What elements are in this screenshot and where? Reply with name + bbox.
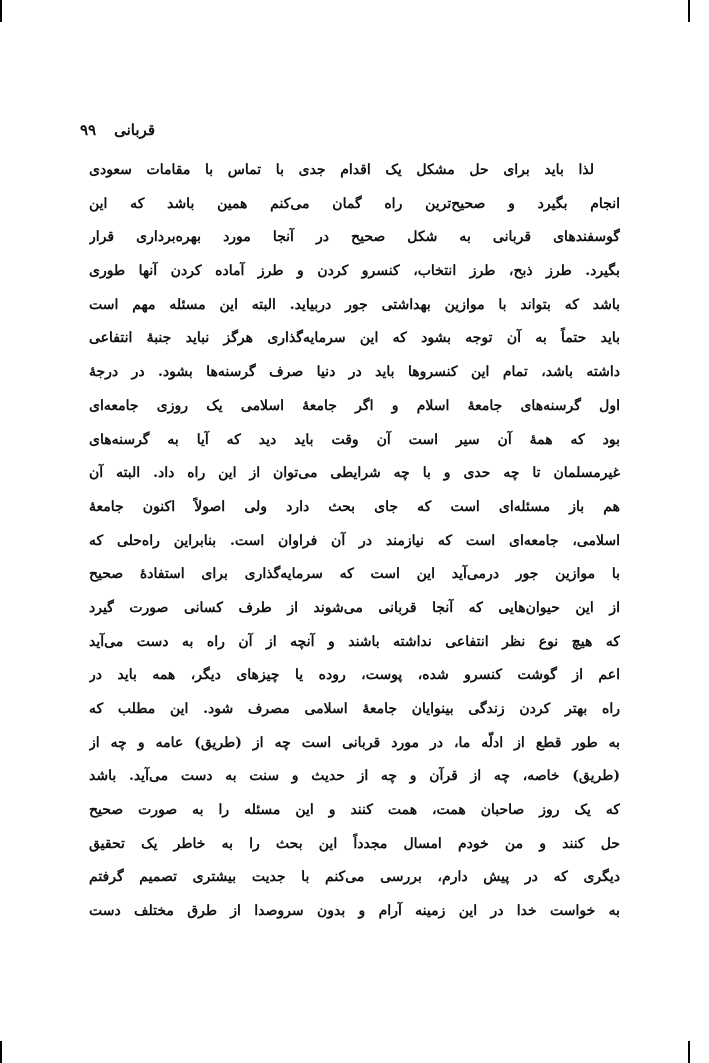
text-line: راه بهتر کردن زندگی بینوایان جامعهٔ اسلامی مصرف شود. این مطلب که [89, 701, 620, 717]
text-line: غیرمسلمان تا چه حدی و با چه شرایطی می‌توان از این راه داد. البته آن [89, 465, 620, 482]
text-line: بگیرد. طرز ذبح، طرز انتخاب، کنسرو کردن و طرز آماده کردن آنها طوری [89, 263, 620, 280]
text-line: به طور قطع از ادلّه ما، در مورد قربانی است چه از (طریق) عامه و چه از [89, 734, 620, 751]
text-line: (طریق) خاصه، چه از قرآن و چه از حدیث و سنت به دست می‌آید. باشد [89, 768, 620, 785]
text-line: به خواست خدا در این زمینه آرام و بدون سروصدا از طرق مختلف دست [89, 903, 620, 920]
text-line: هم باز مسئله‌ای است که جای بحث دارد ولی اصولاً اکنون جامعهٔ [89, 498, 620, 515]
text-line: اول گرسنه‌های جامعهٔ اسلام و اگر جامعهٔ اسلامی یک روزی جامعه‌ای [89, 397, 620, 414]
text-line: باید حتماً به آن توجه بشود که این سرمایه‌گذاری هرگز نباید جنبهٔ انتفاعی [89, 330, 620, 347]
text-line: داشته باشد، تمام این کنسروها باید در دنیا صرف گرسنه‌ها بشود. در درجهٔ [89, 364, 620, 381]
running-header-title: قربانی [114, 121, 155, 139]
text-line: با موازین جور درمی‌آید این است که سرمایه‌گذاری برای استفادهٔ صحیح [89, 566, 620, 583]
text-line: که هیچ نوع نظر انتفاعی نداشته باشند و آنچه از آن راه به دست می‌آید [89, 633, 620, 650]
text-line: از این حیوان‌هایی که آنجا قربانی می‌شوند از طرف کسانی صورت گیرد [89, 599, 620, 616]
text-line: دیگری که در پیش دارم، بررسی می‌کنم با جدیت بیشتری تصمیم گرفتم [89, 869, 620, 886]
text-line: بود که همهٔ آن سیر است آن وقت باید دید که آیا به گرسنه‌های [89, 431, 620, 448]
text-line: انجام بگیرد و صحیح‌ترین راه گمان می‌کنم همین باشد که این [89, 195, 620, 212]
crop-mark-top-right [688, 0, 690, 22]
text-line: اسلامی، جامعه‌ای است که نیازمند در آن فراوان است. بنابراین راه‌حلی که [89, 532, 620, 549]
body-paragraph [89, 154, 620, 929]
page-number: ۹۹ [80, 121, 97, 139]
text-line: لذا باید برای حل مشکل یک اقدام جدی با تماس با مقامات سعودی [89, 162, 594, 178]
text-line: باشد که بتواند با موازین بهداشتی جور دربیاید. البته این مسئله مهم است [89, 296, 620, 313]
running-header [80, 118, 212, 142]
text-line: گوسفندهای قربانی به شکل صحیح در آنجا مورد بهره‌برداری قرار [89, 229, 620, 246]
crop-mark-bottom-right [688, 1041, 690, 1063]
crop-mark-top-left [0, 0, 2, 22]
text-line: اعم از گوشت کنسرو شده، پوست، روده یا چیزهای دیگر، همه باید در [89, 667, 620, 684]
text-line: که یک روز صاحبان همت، همت کنند و این مسئله را به صورت صحیح [89, 802, 620, 819]
text-line: حل کنند و من خودم امسال مجدداً این بحث را به خاطر یک تحقیق [89, 835, 620, 852]
crop-mark-bottom-left [0, 1041, 2, 1063]
